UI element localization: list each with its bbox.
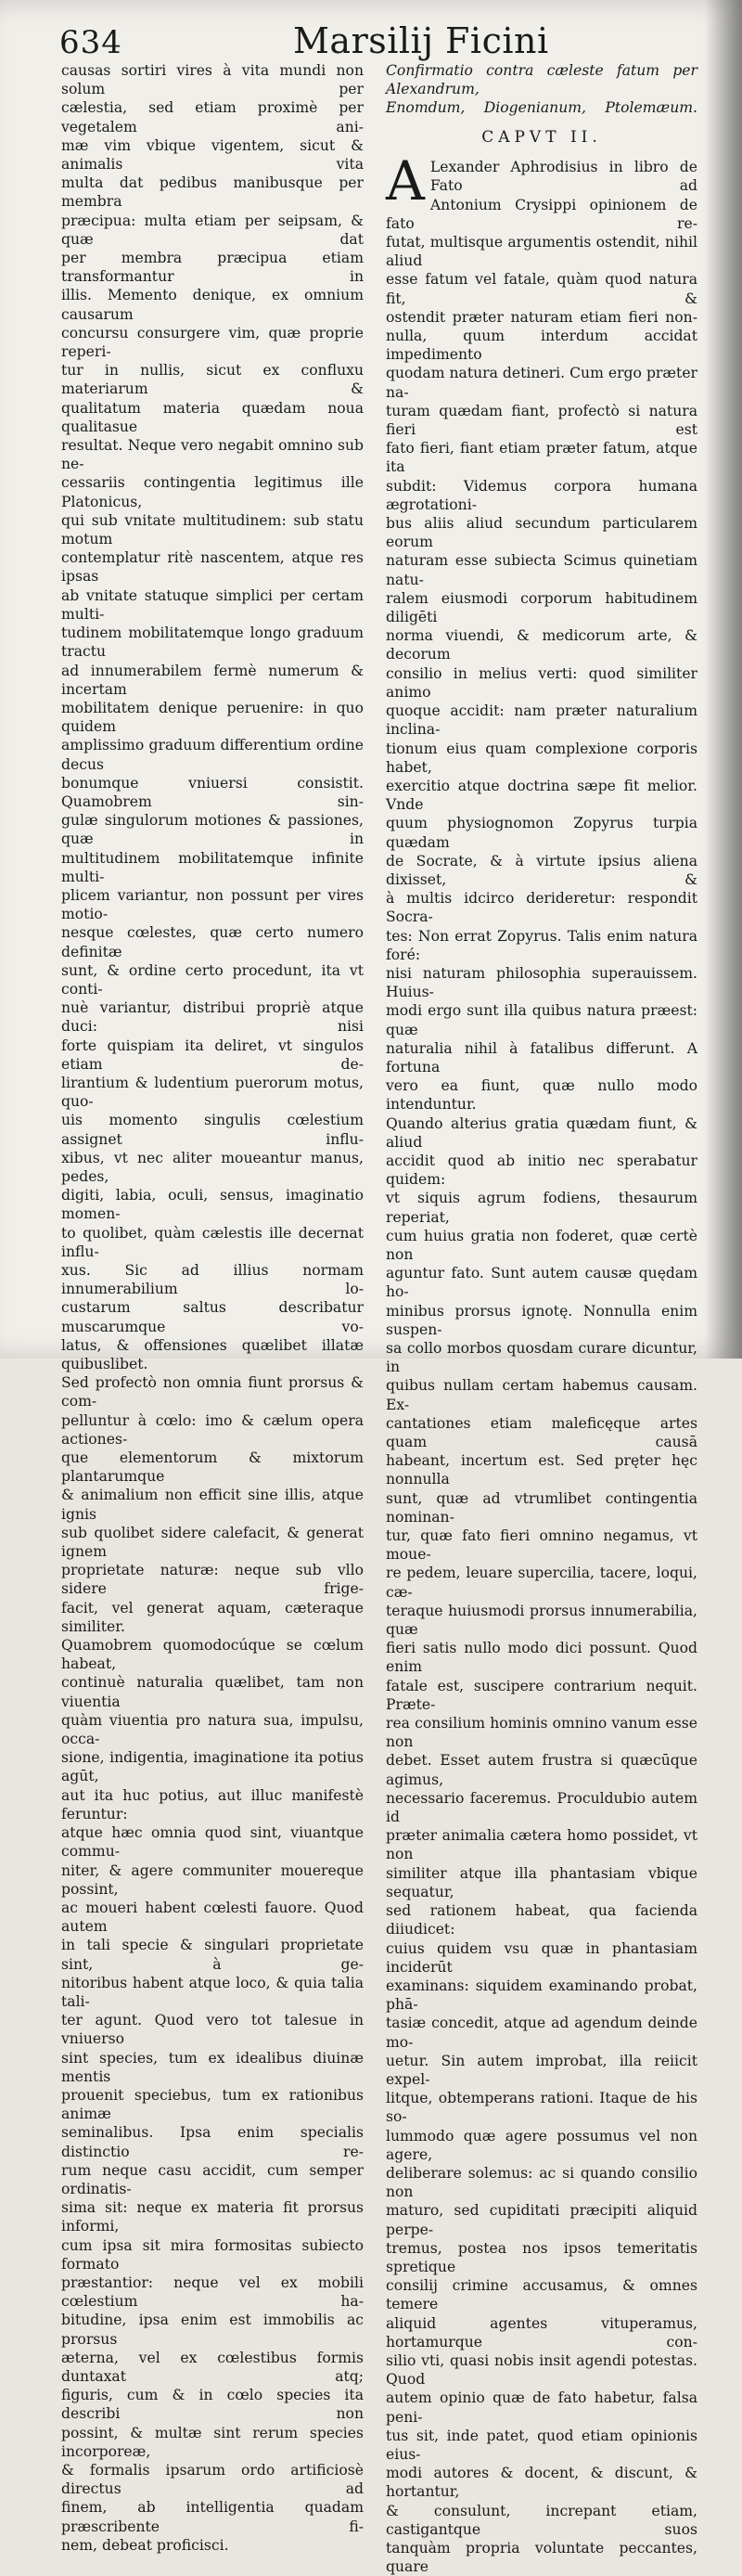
text-line: aliquid agentes vituperamus, hortamurque con- — [386, 2314, 697, 2351]
text-line: teraque huiusmodi prorsus innumerabilia, quæ — [386, 1602, 697, 1639]
text-line: possint, & multæ sint rerum species incorporeæ, — [61, 2424, 364, 2460]
text-line: ralem eiusmodi corporum habitudinem diligēti — [386, 589, 697, 626]
text-line: tes: Non errat Zopyrus. Talis enim natura foré: — [386, 927, 697, 963]
text-line: fieri satis nullo modo dici possunt. Quod enim — [386, 1640, 697, 1676]
text-line: fato fieri, fiant etiam præter fatum, atque ita — [386, 440, 697, 476]
text-line: in tali specie & singulari proprietate sint, à ge- — [61, 1937, 364, 1973]
text-line: tasiæ concedit, atque ad agendum deinde mo- — [386, 2015, 697, 2051]
text-line: nesque cœlestes, quæ certo numero definitæ — [61, 924, 364, 960]
subtitle-line: Enomdum, Diogenianum, Ptolemæum. — [386, 99, 697, 116]
text-line: pelluntur à cœlo: imo & cælum opera actiones- — [61, 1411, 364, 1448]
text-line: atque hæc omnia quod sint, viuantque commu- — [61, 1824, 364, 1861]
text-line: ac moueri habent cœlesti fauore. Quod autem — [61, 1899, 364, 1936]
text-line: seminalibus. Ipsa enim specialis distinctio re- — [61, 2124, 364, 2160]
text-line: & formalis ipsarum ordo artificiosè directus ad — [61, 2462, 364, 2498]
text-line: qualitatum materia quædam noua qualitasue — [61, 399, 364, 435]
text-line: bus aliis aliud secundum particularem eorum — [386, 515, 697, 551]
right-column — [386, 61, 697, 2576]
text-line: uis momento singulis cœlestium assignet influ- — [61, 1112, 364, 1148]
text-line: ab vnitate statuque simplici per certam multi- — [61, 586, 364, 623]
text-line: vero ea fiunt, quæ nullo modo intenduntur. — [386, 1077, 697, 1114]
text-line: æterna, vel ex cœlestibus formis duntaxat atq; — [61, 2349, 364, 2385]
text-line: litque, obtemperans rationi. Itaque de his so- — [386, 2090, 697, 2126]
text-line: gulæ singulorum motiones & passiones, quæ in — [61, 812, 364, 848]
text-line: causas sortiri vires à vita mundi non solum per — [61, 62, 364, 98]
text-line: lummodo quæ agere possumus vel non agere, — [386, 2127, 697, 2163]
text-line: aguntur fato. Sunt autem causæ quędam ho- — [386, 1265, 697, 1301]
text-line: modi ergo sunt illa quibus natura præest: quæ — [386, 1002, 697, 1038]
page-number: 634 — [59, 24, 122, 61]
text-line: ad innumerabilem fermè numerum & incertam — [61, 662, 364, 698]
text-line: quibus nullam certam habemus causam. Ex- — [386, 1377, 697, 1413]
dropcap-block — [386, 149, 697, 233]
text-line: præcipua: multa etiam per seipsam, & quæ dat — [61, 212, 364, 248]
text-line: exercitio atque doctrina sæpe fit melior. Vnde — [386, 777, 697, 814]
text-line: Quando alterius gratia quædam fiunt, & aliud — [386, 1114, 697, 1151]
text-line: silio vti, quasi nobis insit agendi potestas. Quod — [386, 2351, 697, 2389]
text-line: to quolibet, quàm cælestis ille decernat influ- — [61, 1224, 364, 1260]
text-line: tudinem mobilitatemque longo graduum tractu — [61, 625, 364, 661]
text-line: digiti, labia, oculi, sensus, imaginatio momen- — [61, 1187, 364, 1223]
text-line: figuris, cum & in cœlo species ita describi non — [61, 2387, 364, 2423]
text-line: minibus prorsus ignotę. Nonnulla enim suspen- — [386, 1302, 697, 1338]
text-line: tur, quæ fato fieri omnino negamus, vt moue- — [386, 1527, 697, 1564]
text-line: norma viuendi, & medicorum arte, & decorum — [386, 627, 697, 663]
text-line: cum ipsa sit mira formositas subiecto formato — [61, 2236, 364, 2273]
text-line: sed rationem habeat, qua facienda diiudicet: — [386, 1902, 697, 1938]
text-line: futat, multisque argumentis ostendit, nihil aliud — [386, 234, 697, 270]
text-line: ostendit præter naturam etiam fieri non- — [386, 308, 697, 326]
text-line: cuius quidem vsu quæ in phantasiam inciderūt — [386, 1939, 697, 1976]
text-line: nulla, quum interdum accidat impedimento — [386, 328, 697, 364]
text-line: consilio in melius verti: quod similiter animo — [386, 664, 697, 701]
text-line: accidit quod ab initio nec sperabatur quidem: — [386, 1152, 697, 1189]
text-line: re pedem, leuare supercilia, tacere, loqui, cæ- — [386, 1565, 697, 1601]
text-line: naturalia nihil à fatalibus differunt. A fortuna — [386, 1039, 697, 1075]
text-line: nitoribus habent atque loco, & quia talia tali- — [61, 1974, 364, 2010]
text-line: sima sit: neque ex materia fit prorsus informi, — [61, 2199, 364, 2235]
text-line: cantationes etiam maleficęque artes quam causā — [386, 1414, 697, 1451]
text-line: sub quolibet sidere calefacit, & generat ignem — [61, 1524, 364, 1561]
text-line: tur in nullis, sicut ex confluxu materiarum & — [61, 362, 364, 398]
text-line: proprietate naturæ: neque sub vllo sidere frige- — [61, 1562, 364, 1598]
text-line: qui sub vnitate multitudinem: sub statu motum — [61, 511, 364, 548]
text-line: esse fatum vel fatale, quàm quod natura fit, & — [386, 271, 697, 307]
text-line: Lexander Aphrodisius in libro de Fato ad — [429, 159, 697, 195]
text-line: debet. Esset autem frustra si quæcūque agimus, — [386, 1752, 697, 1788]
text-line: lirantium & ludentium puerorum motus, quo- — [61, 1074, 364, 1111]
text-line: bonumque vniuersi consistit. Quamobrem sin- — [61, 774, 364, 810]
text-line: cælestia, sed etiam proximè per vegetalem ani- — [61, 99, 364, 135]
text-line: tanquàm propria voluntate peccantes, quare — [386, 2540, 697, 2576]
text-line: amplissimo graduum differentium ordine decus — [61, 737, 364, 773]
text-line: niter, & agere communiter mouereque possint, — [61, 1861, 364, 1898]
text-line: examinans: siquidem examinando probat, phā- — [386, 1977, 697, 2014]
text-line: modi autores & docent, & discunt, & hortantur, — [386, 2465, 697, 2501]
text-line: & consulunt, increpant etiam, castigantque suos — [386, 2502, 697, 2538]
text-line: cessariis contingentia legitimus ille Platonicus, — [61, 474, 364, 510]
text-line: finem, ab intelligentia quadam præscribente fi- — [61, 2499, 364, 2535]
text-line: prouenit speciebus, tum ex rationibus animæ — [61, 2086, 364, 2123]
text-line: deliberare solemus: ac si quando consilio non — [386, 2164, 697, 2201]
text-line: uetur. Sin autem improbat, illa reiicit expel- — [386, 2052, 697, 2088]
text-line: contemplatur ritè nascentem, atque res ipsas — [61, 549, 364, 586]
text-line: à multis idcirco derideretur: respondit Socra- — [386, 890, 697, 926]
text-line: rum neque casu accidit, cum semper ordinatis- — [61, 2161, 364, 2197]
text-line: ter agunt. Quod vero tot talesue in vniuerso — [61, 2012, 364, 2048]
text-line: nem, debeat proficisci. — [61, 2536, 229, 2554]
text-line: quoque accidit: nam præter naturalium inclina- — [386, 702, 697, 739]
text-line: Sed profectò non omnia fiunt prorsus & com- — [61, 1374, 364, 1410]
text-line: turam quædam fiant, profectò si natura fieri est — [386, 402, 697, 439]
text-line: sunt, quæ ad vtrumlibet contingentia nominan- — [386, 1489, 697, 1526]
chapter-heading: CAPVT II. — [481, 128, 602, 147]
text-line: tionum eius quam complexione corporis habet, — [386, 740, 697, 776]
text-line: plicem variantur, non possunt per vires motio- — [61, 886, 364, 923]
drop-cap: A — [386, 149, 425, 213]
text-line: autem opinio quæ de fato habetur, falsa peni- — [386, 2389, 697, 2426]
text-line: naturam esse subiecta Scimus quinetiam natu- — [386, 552, 697, 588]
text-line: necessario faceremus. Proculdubio autem id — [386, 1789, 697, 1826]
left-column — [61, 61, 364, 2555]
text-line: rea consilium hominis omnino vanum esse non — [386, 1715, 697, 1751]
running-head: Marsilij Ficini — [293, 20, 549, 61]
text-line: concursu consurgere vim, quæ proprie reperi- — [61, 324, 364, 361]
text-line: cum huius gratia non foderet, quæ certè non — [386, 1227, 697, 1263]
subtitle-line: Confirmatio contra cæleste fatum per Alexandrum, — [386, 62, 697, 97]
text-line: quàm viuentia pro natura sua, impulsu, occa- — [61, 1711, 364, 1748]
page-gutter-shadow — [705, 0, 742, 1359]
text-line: resultat. Neque vero negabit omnino sub ne- — [61, 437, 364, 473]
text-line: sione, indigentia, imaginatione ita potius agūt, — [61, 1749, 364, 1785]
text-line: fatale est, suscipere contrarium nequit. Præte- — [386, 1677, 697, 1713]
text-line: præter animalia cætera homo possidet, vt non — [386, 1827, 697, 1863]
text-line: de Socrate, & à virtute ipsius aliena dixisset, & — [386, 852, 697, 888]
text-line: & animalium non efficit sine illis, atque ignis — [61, 1487, 364, 1523]
text-line: similiter atque illa phantasiam vbique sequatur, — [386, 1864, 697, 1900]
text-line: per membra præcipua etiam transformantur in — [61, 250, 364, 286]
text-line: consilij crimine accusamus, & omnes temere — [386, 2277, 697, 2313]
text-line: præstantior: neque vel ex mobili cœlestium ha- — [61, 2273, 364, 2311]
text-line: continuè naturalia quælibet, tam non viuentia — [61, 1674, 364, 1710]
text-line: custarum saltus describatur muscarumque vo- — [61, 1299, 364, 1335]
text-line: quodam natura detineri. Cum ergo præter na- — [386, 365, 697, 401]
text-line: tremus, postea nos ipsos temeritatis spretique — [386, 2239, 697, 2275]
text-line: bitudine, ipsa enim est immobilis ac prorsus — [61, 2312, 364, 2348]
text-line: multa dat pedibus manibusque per membra — [61, 174, 364, 211]
text-line: nuè variantur, distribui propriè atque duci: nisi — [61, 999, 364, 1036]
text-line: xus. Sic ad illius normam innumerabilium lo- — [61, 1262, 364, 1298]
text-line: subdit: Videmus corpora humana ægrotationi- — [386, 477, 697, 513]
text-line: sint species, tum ex idealibus diuinæ mentis — [61, 2049, 364, 2085]
text-line: multitudinem mobilitatemque infinite multi- — [61, 849, 364, 885]
text-line: sunt, & ordine certo procedunt, ita vt conti- — [61, 961, 364, 998]
right-column-body — [386, 233, 697, 2576]
text-line: maturo, sed cupiditati præcipiti aliquid perpe- — [386, 2202, 697, 2238]
text-line: habeant, incertum est. Sed pręter hęc nonnulla — [386, 1452, 697, 1488]
text-line: illis. Memento denique, ex omnium causarum — [61, 287, 364, 323]
text-line: nisi naturam philosophia superauissem. Huius- — [386, 964, 697, 1001]
text-line: Quamobrem quomodocúque se cœlum habeat, — [61, 1637, 364, 1673]
text-line: que elementorum & mixtorum plantarumque — [61, 1449, 364, 1486]
text-line: mæ vim vbique vigentem, sicut & animalis vita — [61, 136, 364, 174]
text-line: tus sit, inde patet, quod etiam opinionis eius- — [386, 2427, 697, 2463]
text-line: forte quispiam ita deliret, vt singulos etiam de- — [61, 1037, 364, 1073]
text-line: xibus, vt nec aliter moueantur manus, pedes, — [61, 1149, 364, 1185]
text-line: quum physiognomon Zopyrus turpia quædam — [386, 815, 697, 851]
text-line: facit, vel generat aquam, cæteraque similiter. — [61, 1599, 364, 1635]
text-line: aut ita huc potius, aut illuc manifestè feruntur: — [61, 1786, 364, 1823]
text-line: mobilitatem denique peruenire: in quo quidem — [61, 699, 364, 736]
text-line: sa collo morbos quosdam curare dicuntur, in — [386, 1340, 697, 1376]
text-line: vt siquis agrum fodiens, thesaurum reperiat, — [386, 1190, 697, 1226]
text-line: latus, & offensiones quælibet illatæ quibuslibet. — [61, 1336, 364, 1373]
text-line: Antonium Crysippi opinionem de fato re- — [386, 196, 697, 232]
